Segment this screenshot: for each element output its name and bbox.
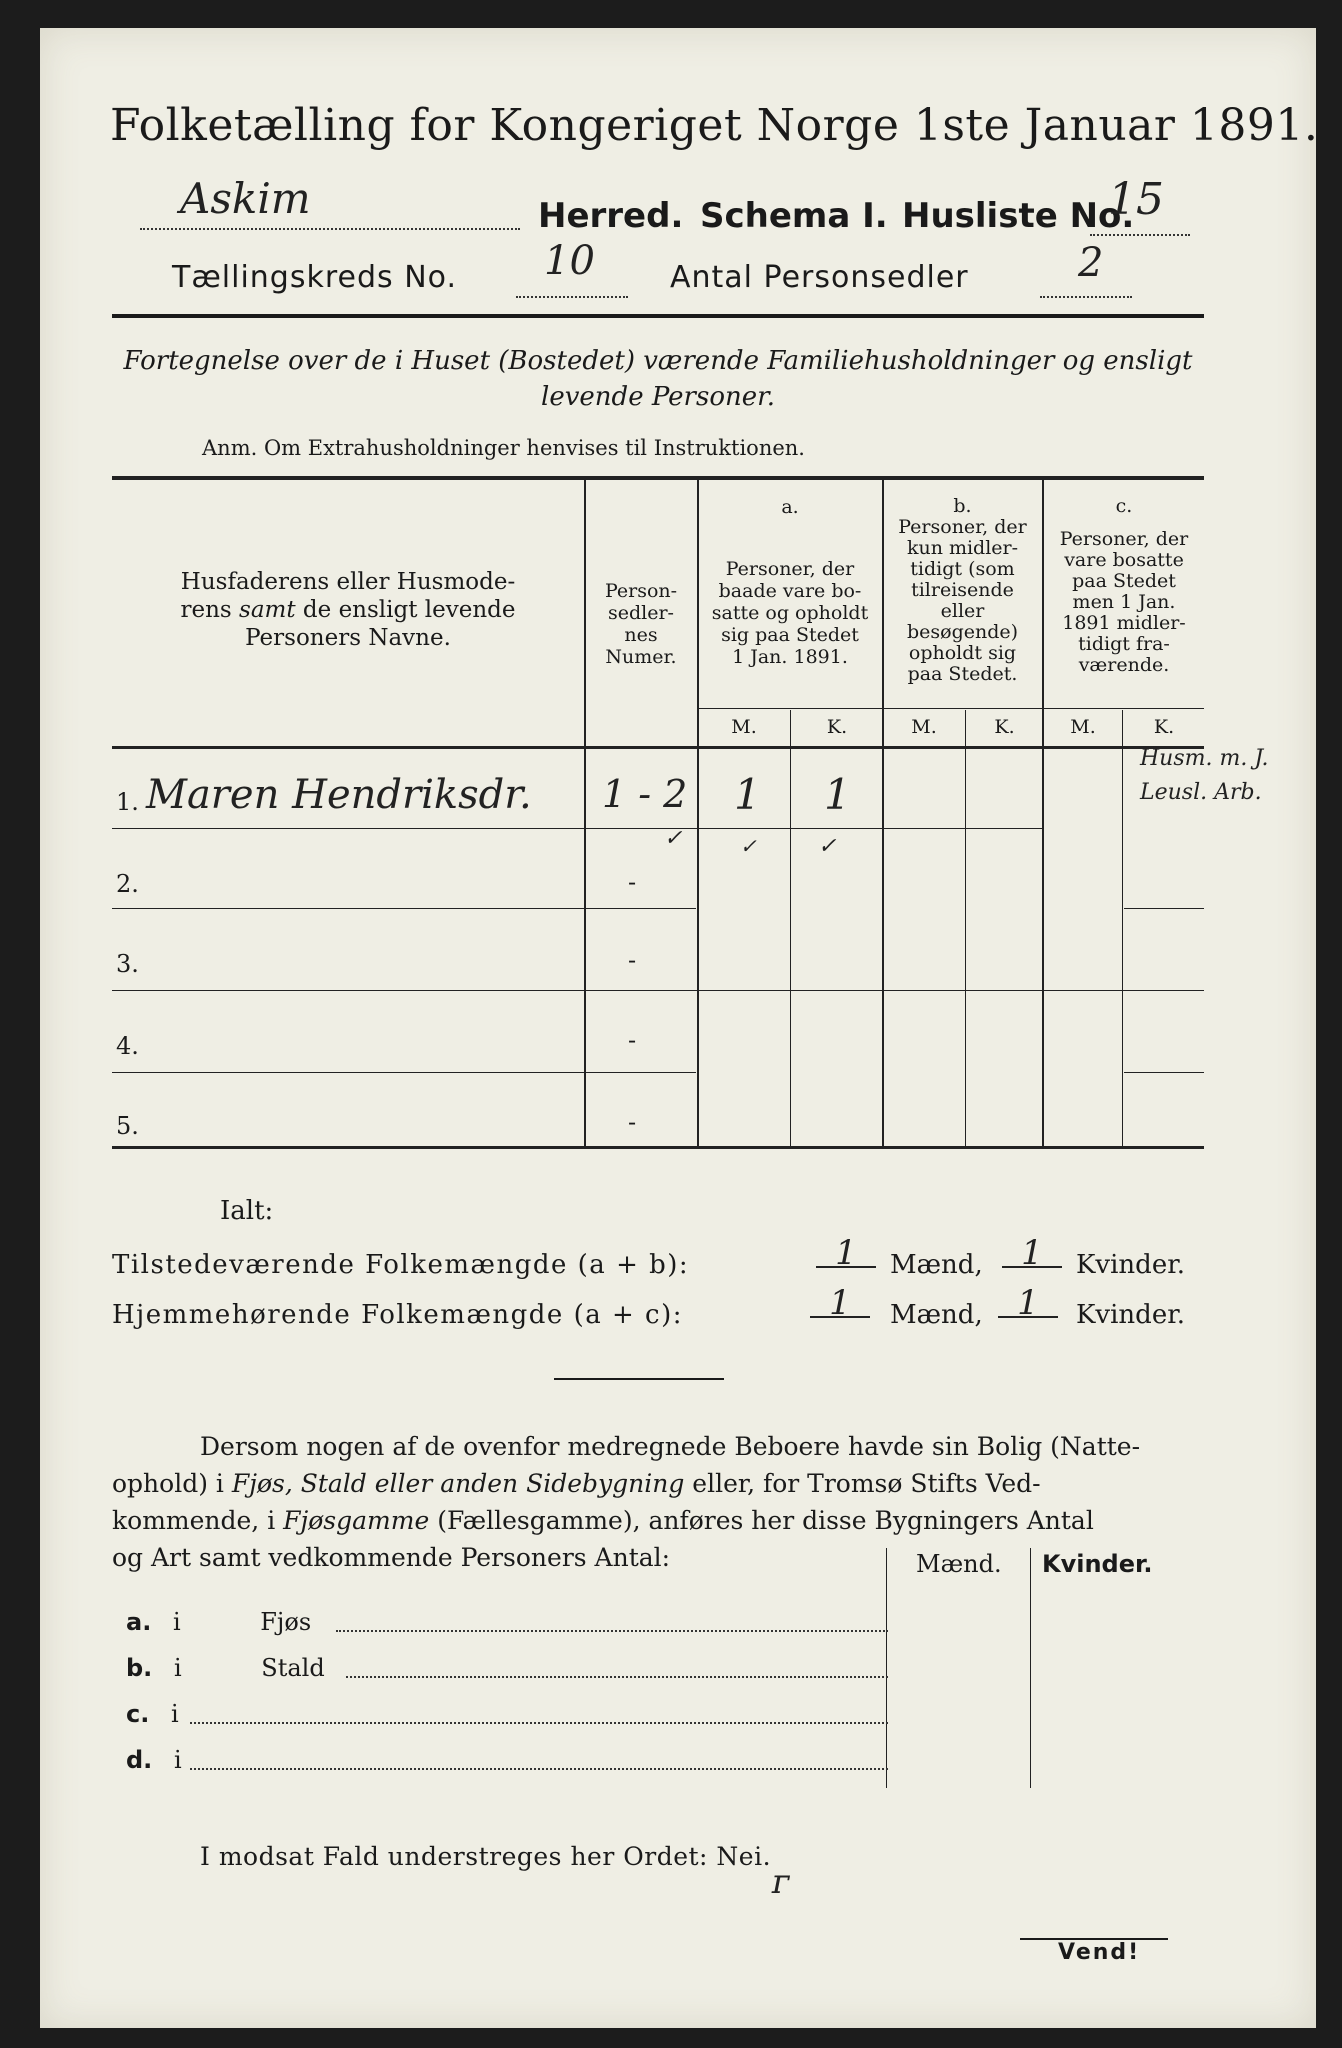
intro-line-2: levende Personer. xyxy=(541,382,775,412)
husliste-field[interactable] xyxy=(1090,174,1190,236)
ialt-label: Ialt: xyxy=(220,1196,274,1226)
row-5-sedler: - xyxy=(628,1108,637,1136)
header-rule xyxy=(112,314,1204,318)
tilstede-maend-label: Mænd, xyxy=(890,1250,983,1280)
schema-label: Schema I. xyxy=(700,196,888,236)
herred-label: Herred. xyxy=(538,196,684,236)
anm-note: Anm. Om Extrahusholdninger henvises til Instruktionen. xyxy=(202,436,805,460)
row-1-number: 1. xyxy=(116,788,139,816)
c-k-header: K. xyxy=(1153,716,1175,738)
tilstede-label: Tilstedeværende Folkemængde (a + b): xyxy=(112,1250,690,1280)
b-m-header: M. xyxy=(911,716,937,738)
antal-label: Antal Personsedler xyxy=(670,260,969,295)
building-item-a[interactable]: a. i Fjøs xyxy=(126,1608,886,1636)
c-m-header: M. xyxy=(1070,716,1096,738)
row-1-a-k[interactable]: 1 xyxy=(824,770,851,819)
household-table xyxy=(112,476,1269,1156)
row-3-sedler: - xyxy=(628,946,637,974)
row-1-note-2: Leusl. Arb. xyxy=(1140,780,1262,805)
form-title: Folketælling for Kongeriget Norge 1ste Januar 1891. xyxy=(110,100,1319,151)
building-maend-header: Mænd. xyxy=(916,1550,1002,1578)
col-header-b: b. Personer, der kun midler- tidigt (som tilreisende eller besøgende) opholdt sig paa Stedet. xyxy=(898,495,1027,685)
husliste-value: 15 xyxy=(1108,174,1164,225)
hjemme-label: Hjemmehørende Folkemængde (a + c): xyxy=(112,1300,683,1330)
check-mark-1: ✓ xyxy=(664,826,683,851)
kreds-field[interactable] xyxy=(516,238,628,298)
nei-underline-mark: ᴦ xyxy=(772,1862,790,1902)
row-5-number: 5. xyxy=(116,1112,139,1140)
tilstede-kvinder-label: Kvinder. xyxy=(1076,1250,1186,1280)
section-divider xyxy=(554,1378,724,1380)
building-item-d[interactable]: d. i xyxy=(126,1746,886,1774)
hjemme-kvinder-label: Kvinder. xyxy=(1076,1300,1186,1330)
modsat-note: I modsat Fald understreges her Ordet: Nei. xyxy=(200,1842,772,1871)
col-header-names: Husfaderens eller Husmode- rens samt de ensligt levende Personers Navne. xyxy=(180,569,516,651)
herred-value: Askim xyxy=(180,174,311,223)
tilstede-kvinder[interactable]: 1 xyxy=(1002,1240,1062,1268)
antal-value: 2 xyxy=(1078,240,1104,286)
kreds-label: Tællingskreds No. xyxy=(172,260,457,295)
census-form xyxy=(40,28,1319,2028)
check-mark-3: ✓ xyxy=(818,834,837,859)
row-1-name[interactable]: Maren Hendriksdr. xyxy=(146,772,532,818)
check-mark-2: ✓ xyxy=(740,834,757,858)
row-3-number: 3. xyxy=(116,950,139,978)
row-2-sedler: - xyxy=(628,868,637,896)
hjemme-maend-label: Mænd, xyxy=(890,1300,983,1330)
building-kvinder-header: Kvinder. xyxy=(1042,1550,1153,1578)
row-1-a-m[interactable]: 1 xyxy=(734,770,761,819)
col-header-number: Person- sedler- nes Numer. xyxy=(604,580,678,668)
building-item-b[interactable]: b. i Stald xyxy=(126,1654,886,1682)
herred-field[interactable] xyxy=(140,174,520,230)
row-4-number: 4. xyxy=(116,1032,139,1060)
row-1-note-1: Husm. m. J. xyxy=(1140,746,1269,771)
intro-line-1: Fortegnelse over de i Huset (Bostedet) værende Familiehusholdninger og ensligt xyxy=(123,346,1193,376)
col-header-c: c. Personer, der vare bosatte paa Stedet men 1 Jan. 1891 midler- tidigt fra- værende. xyxy=(1059,495,1189,676)
vend-label: Vend! xyxy=(1058,1940,1141,1965)
building-paragraph: Dersom nogen af de ovenfor medregnede Beboere havde sin Bolig (Natte- ophold) i Fjøs, Stald eller anden Sidebygning eller, for Tromsø Stifts Ved- kommende, i Fjøsgamme (Fællesgamme), anføres her disse Bygningers Antal og Art samt vedkommende Personers Antal: xyxy=(112,1432,1141,1572)
b-k-header: K. xyxy=(994,716,1015,738)
antal-field[interactable] xyxy=(1040,240,1132,298)
row-1-sedler[interactable]: 1 - 2 xyxy=(602,772,688,816)
a-k-header: K. xyxy=(826,716,848,738)
row-2-number: 2. xyxy=(116,870,139,898)
building-item-c[interactable]: c. i xyxy=(126,1700,886,1728)
row-4-sedler: - xyxy=(628,1026,637,1054)
hjemme-kvinder[interactable]: 1 xyxy=(998,1290,1058,1318)
col-header-a: a. Personer, der baade vare bo- satte og opholdt sig paa Stedet 1 Jan. 1891. xyxy=(711,496,869,668)
hjemme-maend[interactable]: 1 xyxy=(810,1290,870,1318)
kreds-value: 10 xyxy=(544,238,595,284)
husliste-label: Husliste No. xyxy=(902,196,1135,236)
a-m-header: M. xyxy=(731,716,757,738)
tilstede-maend[interactable]: 1 xyxy=(816,1240,876,1268)
